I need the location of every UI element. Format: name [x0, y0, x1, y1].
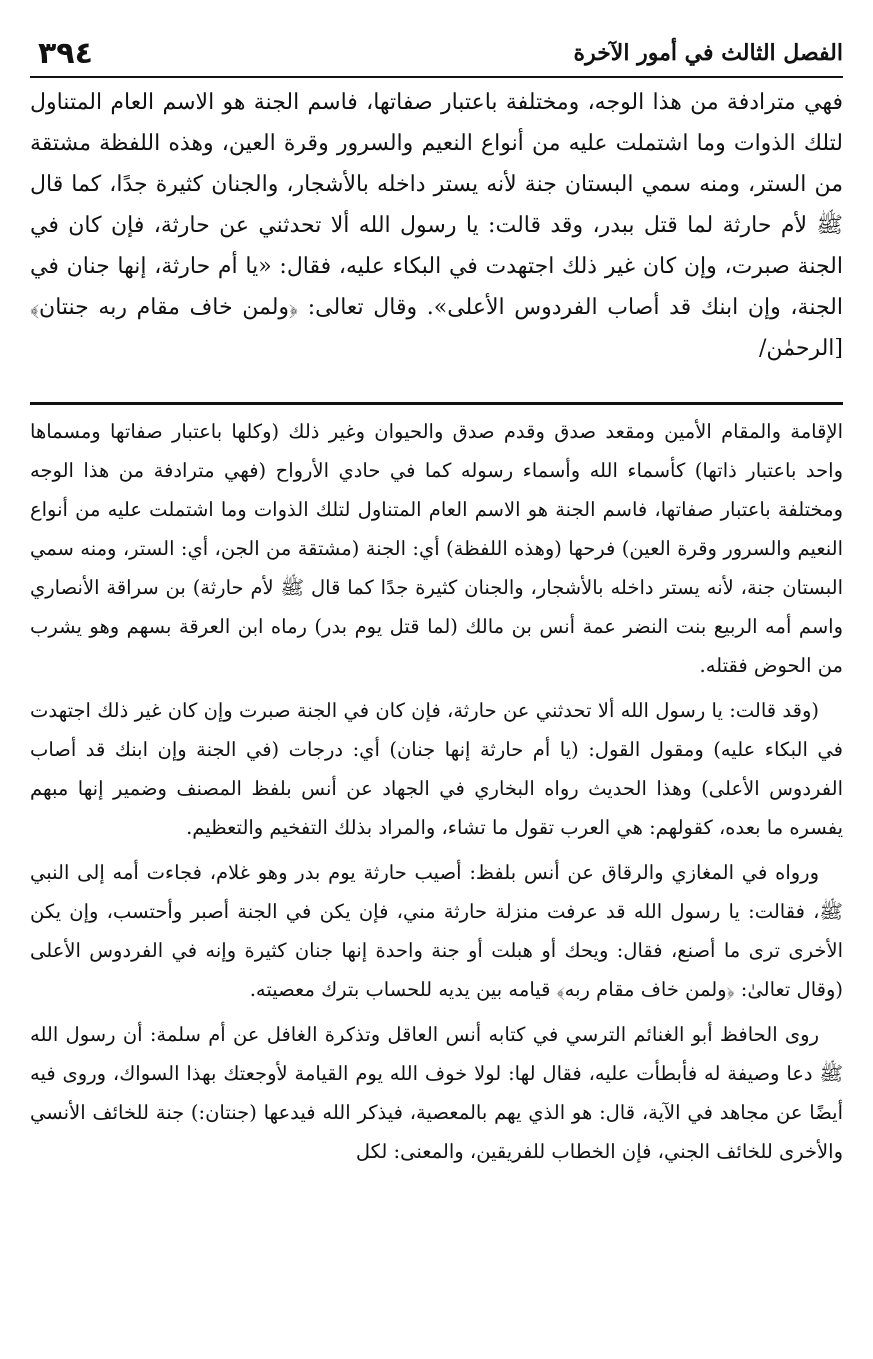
page-number: ٣٩٤: [38, 36, 93, 71]
header-divider: [30, 76, 843, 78]
commentary-paragraph-1: الإقامة والمقام الأمين ومقعد صدق وقدم صدق والحيوان وغير ذلك (وكلها باعتبار صفاتها ومسماها واحد باعتبار ذاتها) كأسماء الله وأسماء رسوله كما في حادي الأرواح (فهي مترادفة من هذا الوجه ومختلفة باعتبار صفاتها، فاسم الجنة هو الاسم العام المتناول لتلك الذوات وما اشتملت عليه من أنواع النعيم والسرور وقرة العين) فرحها (وهذه اللفظة) أي: الجنة (مشتقة من الجن، أي: الستر، ومنه سمي البستان جنة، لأنه يستر داخله بالأشجار، والجنان كثيرة جدًا كما قال ﷺ لأم حارثة) بن سراقة الأنصاري واسم أمه الربيع بنت النضر عمة أنس بن مالك (لما قتل يوم بدر) رماه ابن العرقة بسهم وهو يشرب من الحوض فقتله.: [30, 420, 843, 677]
commentary-paragraph-2: (وقد قالت: يا رسول الله ألا تحدثني عن حارثة، فإن كان في الجنة صبرت وإن كان غير ذلك اجتهدت في البكاء عليه) ومقول القول: (يا أم حارثة إنها جنان) أي: درجات (في الجنة وإن ابنك قد أصاب الفردوس الأعلى) وهذا الحديث رواه البخاري في الجهاد عن أنس بلفظ المصنف وضمير إنها مبهم يفسره ما بعده، كقولهم: هي العرب تقول ما تشاء، والمراد بذلك التفخيم والتعظيم.: [30, 699, 843, 839]
running-title: الفصل الثالث في أمور الآخرة: [573, 40, 843, 66]
commentary-paragraph-3: ورواه في المغازي والرقاق عن أنس بلفظ: أصيب حارثة يوم بدر وهو غلام، فجاءت أمه إلى النبي ﷺ، فقالت: يا رسول الله قد عرفت منزلة حارثة مني، فإن يكن في الجنة أصبر وأحتسب، وإن يكن الأخرى ترى ما أصنع، فقال: ويحك أو هبلت أو جنة واحدة إنها جنان كثيرة وإنه في الفردوس الأعلى (وقال تعالىٰ: ﴿ولمن خاف مقام ربه﴾ قيامه بين يديه للحساب بترك معصيته.: [30, 861, 843, 1001]
commentary: [30, 412, 843, 1171]
commentary-paragraph-4: روى الحافظ أبو الغنائم الترسي في كتابه أنس العاقل وتذكرة الغافل عن أم سلمة: أن رسول الله ﷺ دعا وصيفة له فأبطأت عليه، فقال لها: لولا خوف الله يوم القيامة لأوجعتك بهذا السواك، وروى فيه أيضًا عن مجاهد في الآية، قال: هو الذي يهم بالمعصية، فيذكر الله فيدعها (جنتان:) جنة للخائف الأنسي والأخرى للخائف الجني، فإن الخطاب للفريقين، والمعنى: لكل: [30, 1023, 843, 1163]
commentary-divider: [30, 402, 843, 405]
book-page: [30, 30, 843, 1340]
main-text: [30, 82, 843, 402]
main-paragraph: فهي مترادفة من هذا الوجه، ومختلفة باعتبار صفاتها، فاسم الجنة هو الاسم العام المتناول لتلك الذوات وما اشتملت عليه من أنواع النعيم والسرور وقرة العين، وهذه اللفظة مشتقة من الستر، ومنه سمي البستان جنة لأنه يستر داخله بالأشجار، والجنان كثيرة جدًا، كما قال ﷺ لأم حارثة لما قتل ببدر، وقد قالت: يا رسول الله ألا تحدثني عن حارثة، فإن كان في الجنة صبرت، وإن كان غير ذلك اجتهدت في البكاء عليه، فقال: «يا أم حارثة، إنها جنان في الجنة، وإن ابنك قد أصاب الفردوس الأعلى». وقال تعالى: ﴿ولمن خاف مقام ربه جنتان﴾ [الرحمٰن/: [30, 90, 843, 361]
page-header: [30, 30, 843, 76]
